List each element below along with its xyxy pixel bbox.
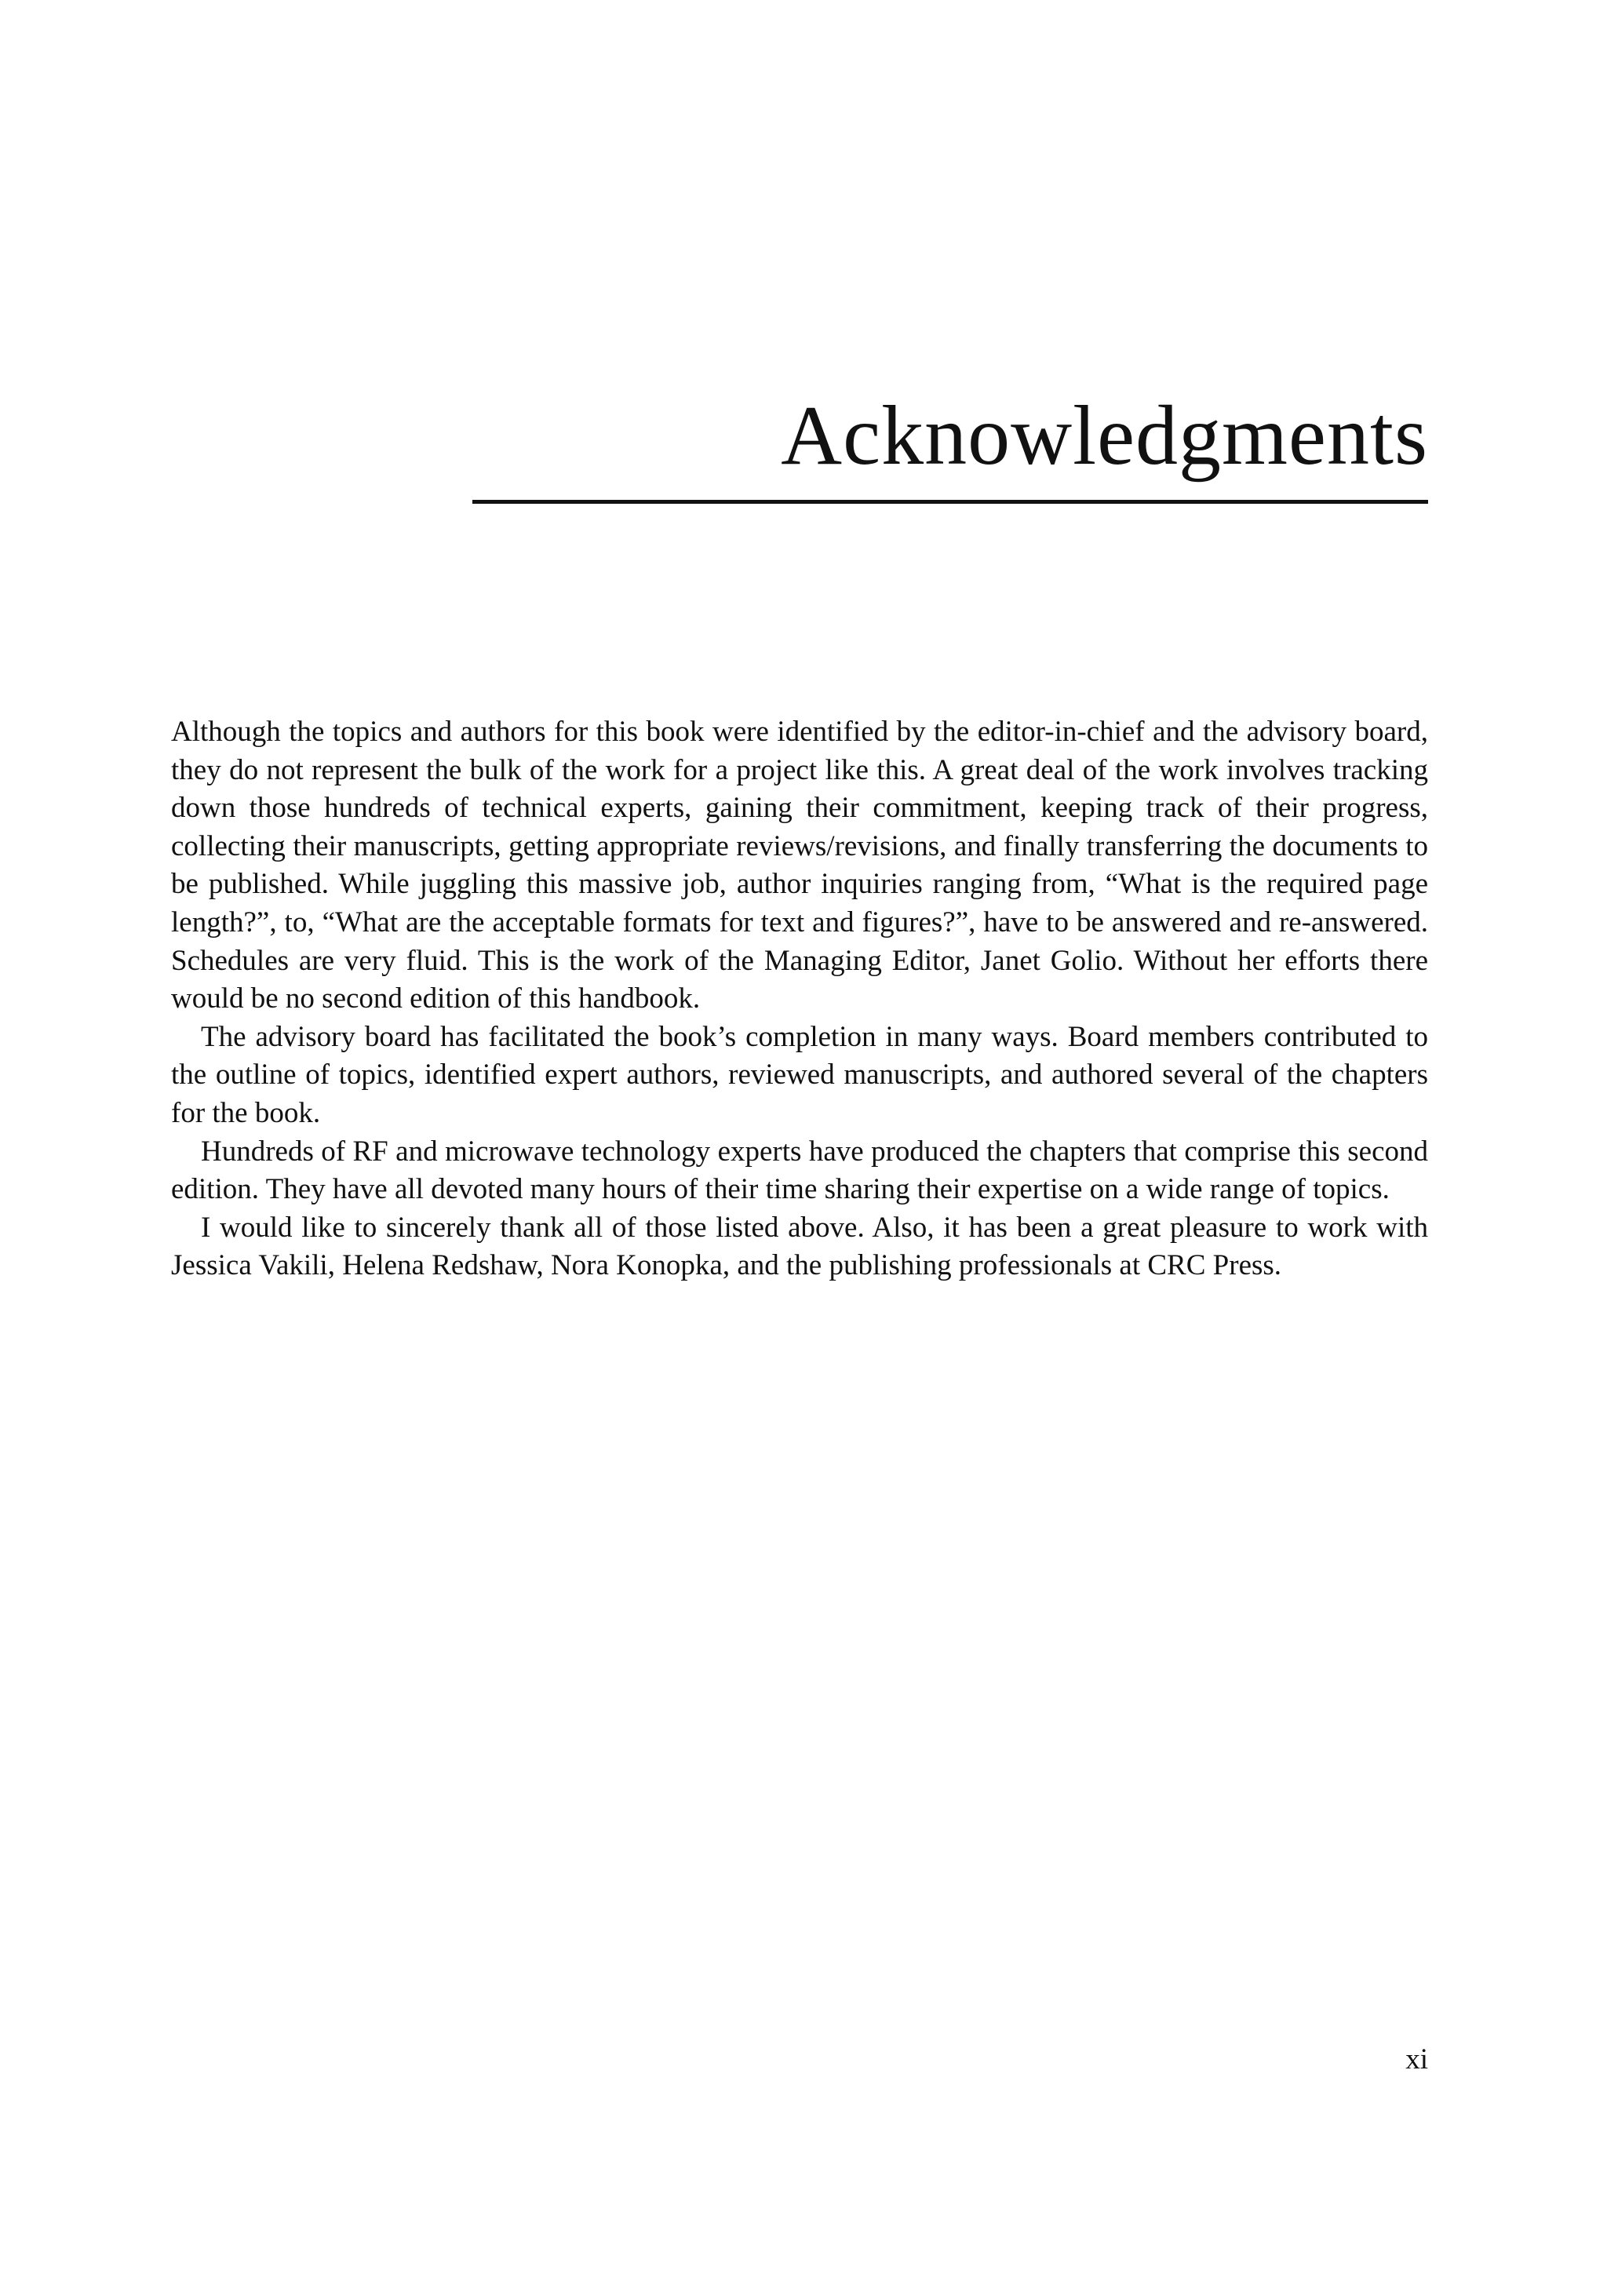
- page-number: xi: [1405, 2043, 1428, 2076]
- paragraph: I would like to sincerely thank all of those listed above. Also, it has been a great pleasure to work with Jessica Vakili, Helena Redshaw, Nora Konopka, and the publishing professionals at CRC Press.: [171, 1211, 1428, 1282]
- paragraph: Hundreds of RF and microwave technology experts have produced the chapters that comprise this second edition. They have all devoted many hours of their time sharing their expertise on a wide range of topics.: [171, 1135, 1428, 1206]
- paragraph: The advisory board has facilitated the book’s completion in many ways. Board members contributed to the outline of topics, identified expert authors, reviewed manuscripts, and authored several of the chapters for the book.: [171, 1020, 1428, 1129]
- paragraph: Although the topics and authors for this book were identified by the editor-in-chief and the advisory board, they do not represent the bulk of the work for a project like this. A great deal of the work involves tracking down those hundreds of technical experts, gaining their commitment, keeping track of their progress, collecting their manuscripts, getting appropriate reviews/revisions, and finally transferring the documents to be published. While juggling this massive job, author inquiries ranging from, “What is the required page length?”, to, “What are the acceptable formats for text and figures?”, have to be answered and re-answered. Schedules are very fluid. This is the work of the Managing Editor, Janet Golio. Without her efforts there would be no second edition of this handbook.: [171, 716, 1428, 1015]
- body-text: [171, 713, 1428, 1285]
- chapter-header: [472, 375, 1428, 508]
- chapter-title: Acknowledgments: [781, 389, 1428, 483]
- title-rule: [472, 500, 1428, 504]
